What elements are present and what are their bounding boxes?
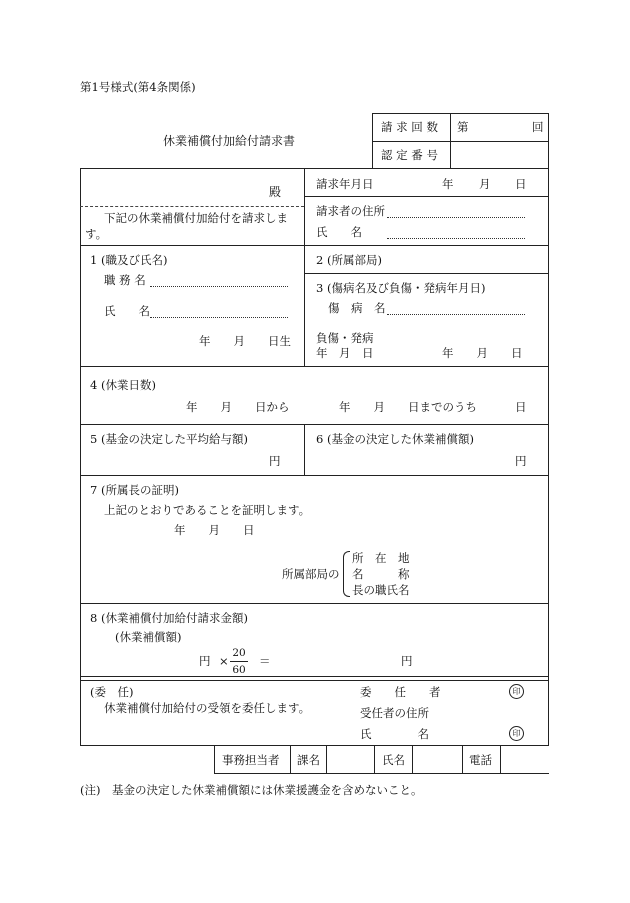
delegation-title: (委 任) (90, 685, 134, 699)
claimant-address-line[interactable] (387, 217, 525, 218)
form-number: 第1号様式(第4条関係) (80, 80, 196, 94)
claim-date-label: 請求年月日 (316, 177, 374, 191)
section-5-title: 5 (基金の決定した平均給与額) (90, 432, 248, 446)
form-title: 休業補償付加給付請求書 (163, 134, 296, 148)
addressee-divider (80, 206, 304, 207)
disease-line[interactable] (387, 314, 525, 315)
delegate-name-label: 氏 名 (360, 727, 429, 741)
request-line-2: す。 (85, 227, 108, 241)
position-label: 職 務 名 (104, 273, 146, 287)
s8-equals: ＝ (259, 654, 271, 668)
certification-text: 上記のとおりであることを証明します。 (104, 503, 311, 517)
section-6-title: 6 (基金の決定した休業補償額) (316, 432, 474, 446)
s8-denominator: 60 (232, 664, 246, 676)
claim-date-month: 月 (479, 177, 491, 191)
cert-number-label: 認 定 番 号 (381, 148, 438, 162)
s1-name-label: 氏 名 (104, 304, 150, 318)
delegate-seal: 印 (509, 726, 524, 741)
dept-name: 名 称 (352, 567, 410, 581)
leave-to: 年 月 日までのうち (339, 400, 477, 414)
dept-prefix: 所属部局の (282, 567, 340, 581)
avg-salary-unit: 円 (269, 454, 281, 468)
honorific: 殿 (269, 185, 282, 199)
claimant-name-line[interactable] (387, 238, 525, 239)
s8-times: × (219, 654, 229, 668)
s8-numerator: 20 (232, 647, 246, 659)
claim-date-year: 年 (442, 177, 454, 191)
leave-days-unit: 日 (515, 400, 527, 414)
delegator-label: 委 任 者 (360, 685, 441, 699)
onset-date: 年 月 日 (442, 346, 523, 360)
delegate-address-label: 受任者の住所 (360, 706, 429, 720)
section-3-title: 3 (傷病名及び負傷・発病年月日) (316, 281, 486, 295)
onset-label-2: 年 月 日 (316, 346, 374, 360)
section-4-title: 4 (休業日数) (90, 378, 156, 392)
onset-label-1: 負傷・発病 (316, 331, 374, 345)
section-8-title: 8 (休業補償付加給付請求金額) (90, 611, 248, 625)
section-1-title: 1 (職及び氏名) (90, 253, 168, 267)
claimant-address-label: 請求者の住所 (316, 204, 385, 218)
s8-subtitle: (休業補償額) (115, 630, 182, 644)
leave-from: 年 月 日から (186, 400, 290, 414)
section-label: 課名 (297, 753, 320, 767)
disease-label: 傷 病 名 (328, 301, 386, 315)
position-line[interactable] (150, 286, 288, 287)
claim-count-prefix: 第 (457, 120, 469, 134)
dept-location: 所 在 地 (352, 551, 410, 565)
section-7-title: 7 (所属長の証明) (90, 483, 179, 497)
claim-count-suffix: 回 (532, 120, 544, 134)
claim-count-label: 請 求 回 数 (381, 120, 438, 134)
phone-label: 電話 (469, 753, 492, 767)
birth-date: 年 月 日生 (199, 334, 291, 348)
delegator-seal: 印 (509, 684, 524, 699)
s8-fraction (230, 647, 248, 676)
footnote: (注) 基金の決定した休業補償額には休業援護金を含めないこと。 (80, 783, 423, 797)
request-line-1: 下記の休業補償付加給付を請求しま (104, 211, 288, 225)
dept-brace (343, 551, 350, 597)
section-2-title: 2 (所属部局) (316, 253, 382, 267)
compensation-unit: 円 (515, 454, 527, 468)
certification-date: 年 月 日 (174, 523, 255, 537)
staff-label: 事務担当者 (222, 753, 280, 767)
s1-name-line[interactable] (150, 317, 288, 318)
dept-head-name: 長の職氏名 (352, 583, 410, 597)
claimant-name-label: 氏 名 (316, 225, 362, 239)
s8-yen-2: 円 (401, 654, 413, 668)
s8-yen-1: 円 (199, 654, 211, 668)
delegation-text: 休業補償付加給付の受領を委任します。 (104, 701, 311, 715)
staff-name-label: 氏名 (382, 753, 405, 767)
claim-date-day: 日 (515, 177, 527, 191)
